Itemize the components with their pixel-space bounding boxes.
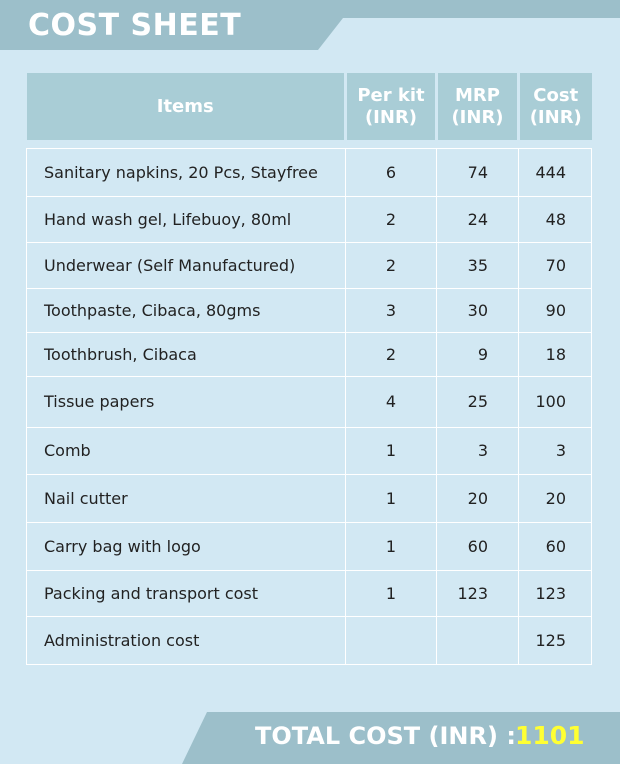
table-body	[27, 148, 592, 664]
cell-item: Toothpaste, Cibaca, 80gms	[27, 288, 346, 332]
table-row	[27, 474, 592, 522]
cell-cost: 444	[519, 148, 592, 196]
cell-per-kit: 1	[346, 427, 437, 474]
cell-item: Comb	[27, 427, 346, 474]
table-row	[27, 148, 592, 196]
cost-table	[26, 73, 592, 665]
cell-mrp: 30	[437, 288, 519, 332]
cell-item: Underwear (Self Manufactured)	[27, 242, 346, 288]
table-row	[27, 376, 592, 427]
column-header-per-kit-line1: Per kit	[357, 84, 425, 106]
cell-per-kit: 3	[346, 288, 437, 332]
cell-mrp: 25	[437, 376, 519, 427]
table-row	[27, 427, 592, 474]
table-row	[27, 616, 592, 664]
cell-cost: 20	[519, 474, 592, 522]
table-row	[27, 522, 592, 570]
cell-per-kit: 1	[346, 570, 437, 616]
cell-item: Tissue papers	[27, 376, 346, 427]
cell-mrp: 60	[437, 522, 519, 570]
cell-mrp	[437, 616, 519, 664]
total-cost-label: TOTAL COST (INR) :	[255, 722, 516, 750]
total-banner	[0, 712, 620, 764]
cell-cost: 123	[519, 570, 592, 616]
cell-mrp: 20	[437, 474, 519, 522]
cell-item: Carry bag with logo	[27, 522, 346, 570]
cell-cost: 70	[519, 242, 592, 288]
cell-cost: 3	[519, 427, 592, 474]
cell-cost: 48	[519, 196, 592, 242]
table-header	[27, 73, 592, 148]
column-header-mrp	[437, 73, 519, 140]
cell-per-kit	[346, 616, 437, 664]
cell-cost: 18	[519, 332, 592, 376]
cell-per-kit: 4	[346, 376, 437, 427]
column-header-cost	[519, 73, 592, 140]
cell-item: Nail cutter	[27, 474, 346, 522]
cell-cost: 125	[519, 616, 592, 664]
cell-item: Hand wash gel, Lifebuoy, 80ml	[27, 196, 346, 242]
column-header-cost-line2: (INR)	[529, 106, 582, 128]
cell-per-kit: 2	[346, 242, 437, 288]
cell-item: Toothbrush, Cibaca	[27, 332, 346, 376]
table-row	[27, 288, 592, 332]
column-header-per-kit-line2: (INR)	[364, 106, 418, 128]
cell-mrp: 123	[437, 570, 519, 616]
cell-per-kit: 1	[346, 474, 437, 522]
cost-table-container	[26, 73, 591, 665]
table-row	[27, 570, 592, 616]
cell-cost: 100	[519, 376, 592, 427]
column-header-mrp-line2: (INR)	[451, 106, 504, 128]
column-header-mrp-line1: MRP	[455, 84, 500, 106]
cell-per-kit: 1	[346, 522, 437, 570]
title-banner	[0, 0, 620, 50]
column-header-cost-line1: Cost	[533, 84, 579, 106]
cell-mrp: 74	[437, 148, 519, 196]
table-row	[27, 332, 592, 376]
table-row	[27, 196, 592, 242]
page-title: COST SHEET	[28, 8, 242, 43]
cell-per-kit: 6	[346, 148, 437, 196]
cell-per-kit: 2	[346, 196, 437, 242]
cell-mrp: 35	[437, 242, 519, 288]
cell-item: Sanitary napkins, 20 Pcs, Stayfree	[27, 148, 346, 196]
column-header-per-kit	[346, 73, 437, 140]
cell-mrp: 9	[437, 332, 519, 376]
cell-item: Packing and transport cost	[27, 570, 346, 616]
column-header-items: Items	[27, 73, 346, 140]
cell-per-kit: 2	[346, 332, 437, 376]
cell-cost: 90	[519, 288, 592, 332]
cell-mrp: 24	[437, 196, 519, 242]
cell-mrp: 3	[437, 427, 519, 474]
cell-item: Administration cost	[27, 616, 346, 664]
table-row	[27, 242, 592, 288]
total-cost-value: 1101	[515, 721, 585, 750]
cell-cost: 60	[519, 522, 592, 570]
